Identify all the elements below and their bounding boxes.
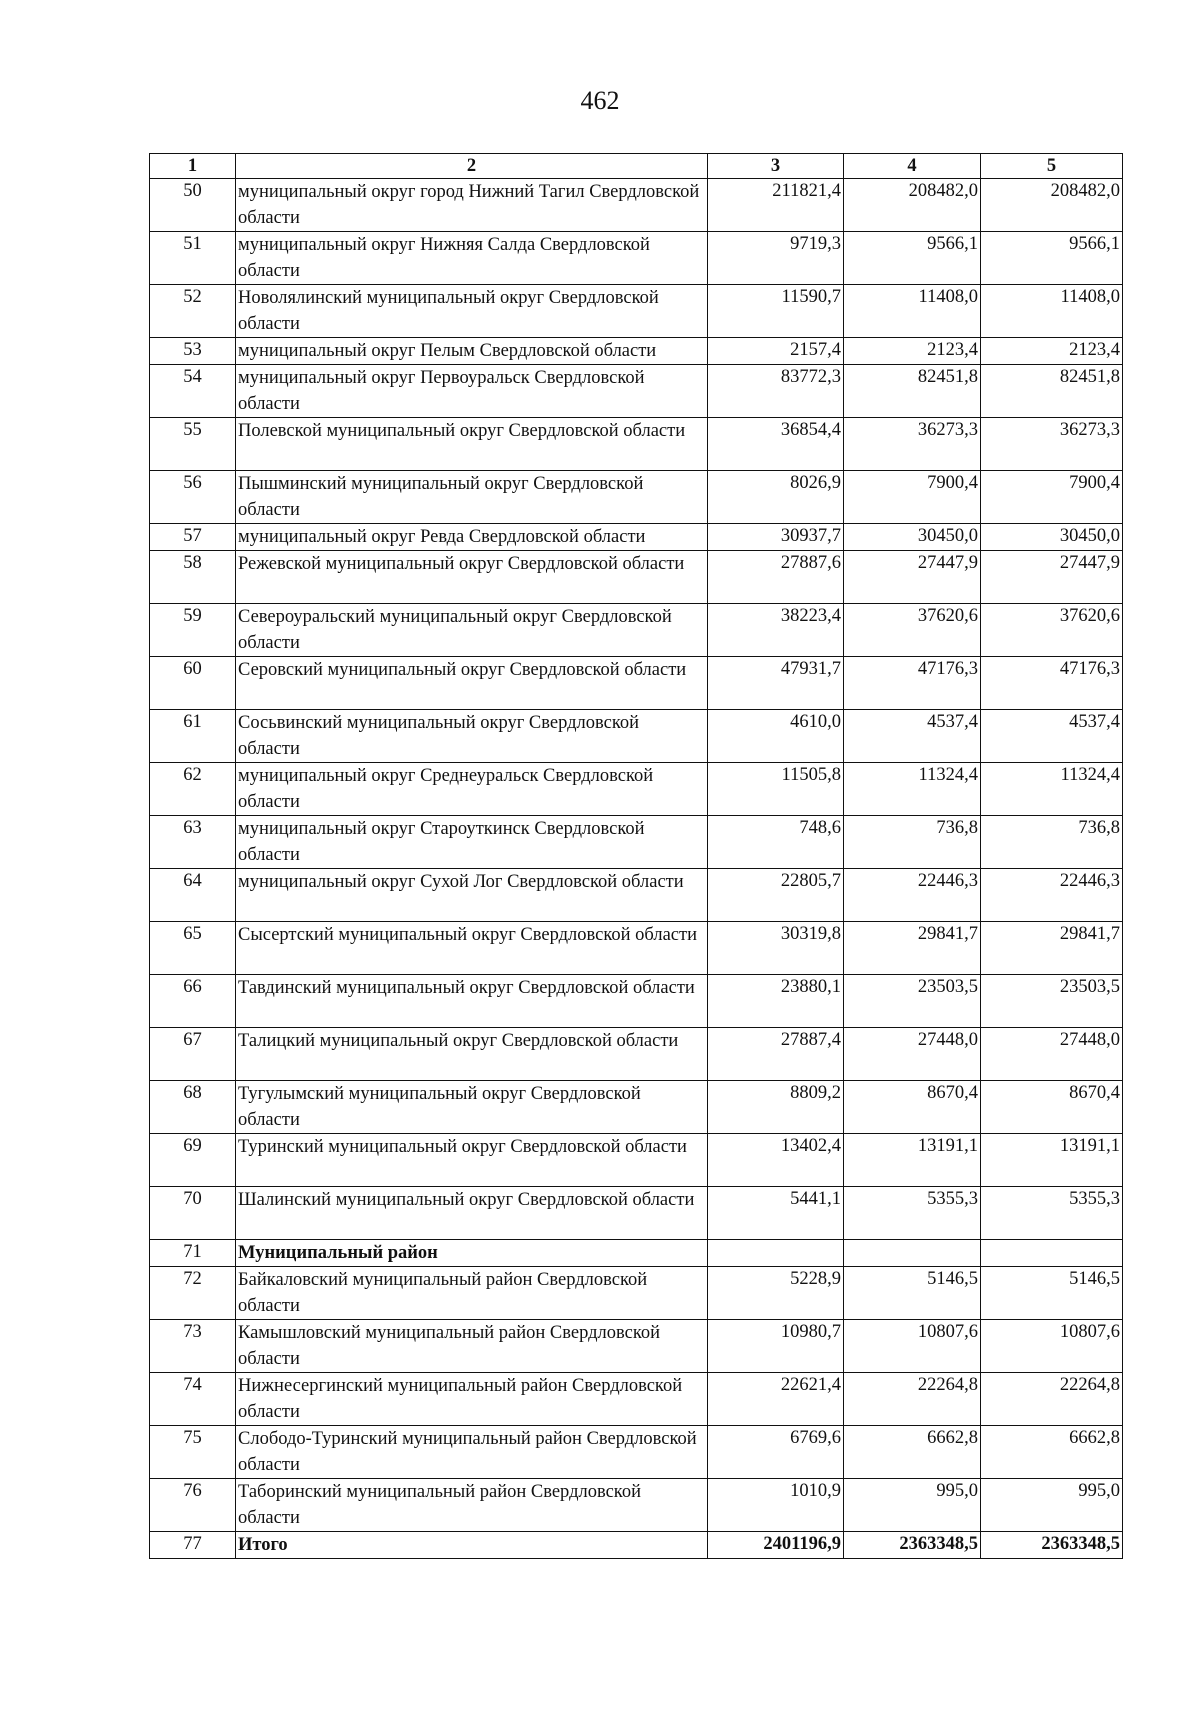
row-number: 76 <box>150 1479 236 1532</box>
municipality-name: муниципальный округ Среднеуральск Свердловской области <box>236 763 708 816</box>
row-number: 68 <box>150 1081 236 1134</box>
total-col-3: 2401196,9 <box>708 1532 844 1559</box>
value-col-5: 36273,3 <box>981 418 1123 471</box>
table-body <box>150 179 1123 1559</box>
table-row <box>150 975 1123 1028</box>
value-col-5: 47176,3 <box>981 657 1123 710</box>
value-col-4: 13191,1 <box>844 1134 981 1187</box>
row-number: 72 <box>150 1267 236 1320</box>
value-col-5: 736,8 <box>981 816 1123 869</box>
value-col-4: 11324,4 <box>844 763 981 816</box>
row-number: 56 <box>150 471 236 524</box>
table-row <box>150 524 1123 551</box>
value-col-3: 4610,0 <box>708 710 844 763</box>
value-col-3: 27887,4 <box>708 1028 844 1081</box>
row-number: 63 <box>150 816 236 869</box>
value-col-4: 27447,9 <box>844 551 981 604</box>
table-row <box>150 1028 1123 1081</box>
table-row <box>150 338 1123 365</box>
municipality-name: Полевской муниципальный округ Свердловской области <box>236 418 708 471</box>
value-col-5: 10807,6 <box>981 1320 1123 1373</box>
value-col-5: 30450,0 <box>981 524 1123 551</box>
municipality-name: Шалинский муниципальный округ Свердловской области <box>236 1187 708 1240</box>
value-col-4: 23503,5 <box>844 975 981 1028</box>
column-header: 3 <box>708 154 844 179</box>
table-row <box>150 1187 1123 1240</box>
value-col-4: 5355,3 <box>844 1187 981 1240</box>
value-col-4: 4537,4 <box>844 710 981 763</box>
value-col-5: 22446,3 <box>981 869 1123 922</box>
row-number: 74 <box>150 1373 236 1426</box>
row-number: 51 <box>150 232 236 285</box>
column-header: 1 <box>150 154 236 179</box>
table-row <box>150 232 1123 285</box>
value-col-4: 22446,3 <box>844 869 981 922</box>
row-number: 61 <box>150 710 236 763</box>
table-row <box>150 1134 1123 1187</box>
municipality-name: Нижнесергинский муниципальный район Свердловской области <box>236 1373 708 1426</box>
value-col-5: 2123,4 <box>981 338 1123 365</box>
value-col-5: 27448,0 <box>981 1028 1123 1081</box>
value-col-5: 13191,1 <box>981 1134 1123 1187</box>
value-col-4: 7900,4 <box>844 471 981 524</box>
municipality-name: Байкаловский муниципальный район Свердловской области <box>236 1267 708 1320</box>
section-heading: Муниципальный район <box>236 1240 708 1267</box>
value-col-3: 22805,7 <box>708 869 844 922</box>
value-col-5: 6662,8 <box>981 1426 1123 1479</box>
row-number: 54 <box>150 365 236 418</box>
table-row <box>150 869 1123 922</box>
table-row <box>150 657 1123 710</box>
table-header-row <box>150 154 1123 179</box>
row-number: 64 <box>150 869 236 922</box>
row-number: 52 <box>150 285 236 338</box>
municipality-name: Камышловский муниципальный район Свердловской области <box>236 1320 708 1373</box>
value-col-5: 995,0 <box>981 1479 1123 1532</box>
municipality-name: Тавдинский муниципальный округ Свердловской области <box>236 975 708 1028</box>
municipality-name: муниципальный округ город Нижний Тагил Свердловской области <box>236 179 708 232</box>
value-col-4: 29841,7 <box>844 922 981 975</box>
table-row <box>150 1320 1123 1373</box>
row-number: 60 <box>150 657 236 710</box>
value-col-4: 47176,3 <box>844 657 981 710</box>
value-col-3: 47931,7 <box>708 657 844 710</box>
value-col-4: 995,0 <box>844 1479 981 1532</box>
row-number: 75 <box>150 1426 236 1479</box>
value-col-4: 37620,6 <box>844 604 981 657</box>
row-number: 55 <box>150 418 236 471</box>
value-col-5: 22264,8 <box>981 1373 1123 1426</box>
municipality-name: муниципальный округ Первоуральск Свердловской области <box>236 365 708 418</box>
municipality-name: муниципальный округ Сухой Лог Свердловской области <box>236 869 708 922</box>
table-row <box>150 922 1123 975</box>
value-col-5: 29841,7 <box>981 922 1123 975</box>
value-col-3: 36854,4 <box>708 418 844 471</box>
budget-table <box>149 153 1123 1559</box>
table-row <box>150 1373 1123 1426</box>
municipality-name: Режевской муниципальный округ Свердловской области <box>236 551 708 604</box>
value-col-4: 30450,0 <box>844 524 981 551</box>
value-col-4: 10807,6 <box>844 1320 981 1373</box>
value-col-3: 5228,9 <box>708 1267 844 1320</box>
row-number: 50 <box>150 179 236 232</box>
municipality-name: муниципальный округ Староуткинск Свердловской области <box>236 816 708 869</box>
column-header: 2 <box>236 154 708 179</box>
value-col-3: 2157,4 <box>708 338 844 365</box>
row-number: 62 <box>150 763 236 816</box>
municipality-name: Североуральский муниципальный округ Свердловской области <box>236 604 708 657</box>
row-number: 57 <box>150 524 236 551</box>
table-row <box>150 179 1123 232</box>
column-header: 4 <box>844 154 981 179</box>
value-col-3 <box>708 1240 844 1267</box>
value-col-3: 6769,6 <box>708 1426 844 1479</box>
row-number: 67 <box>150 1028 236 1081</box>
table-row <box>150 471 1123 524</box>
table-row <box>150 1267 1123 1320</box>
column-header: 5 <box>981 154 1123 179</box>
table-row <box>150 763 1123 816</box>
value-col-4: 82451,8 <box>844 365 981 418</box>
value-col-4: 208482,0 <box>844 179 981 232</box>
total-label: Итого <box>236 1532 708 1559</box>
table-row-section-heading <box>150 1240 1123 1267</box>
value-col-3: 13402,4 <box>708 1134 844 1187</box>
value-col-4: 2123,4 <box>844 338 981 365</box>
municipality-name: муниципальный округ Ревда Свердловской области <box>236 524 708 551</box>
value-col-5: 4537,4 <box>981 710 1123 763</box>
municipality-name: Тугулымский муниципальный округ Свердловской области <box>236 1081 708 1134</box>
value-col-3: 11505,8 <box>708 763 844 816</box>
value-col-4: 6662,8 <box>844 1426 981 1479</box>
value-col-4: 736,8 <box>844 816 981 869</box>
value-col-3: 27887,6 <box>708 551 844 604</box>
table-row <box>150 816 1123 869</box>
value-col-4: 36273,3 <box>844 418 981 471</box>
row-number: 77 <box>150 1532 236 1559</box>
value-col-5: 9566,1 <box>981 232 1123 285</box>
value-col-5: 5355,3 <box>981 1187 1123 1240</box>
value-col-3: 30319,8 <box>708 922 844 975</box>
table-row <box>150 1081 1123 1134</box>
value-col-5: 7900,4 <box>981 471 1123 524</box>
value-col-3: 8809,2 <box>708 1081 844 1134</box>
value-col-3: 211821,4 <box>708 179 844 232</box>
value-col-4: 9566,1 <box>844 232 981 285</box>
table-row <box>150 604 1123 657</box>
row-number: 65 <box>150 922 236 975</box>
municipality-name: муниципальный округ Нижняя Салда Свердловской области <box>236 232 708 285</box>
page-number: 462 <box>580 86 620 115</box>
value-col-4: 11408,0 <box>844 285 981 338</box>
municipality-name: Талицкий муниципальный округ Свердловской области <box>236 1028 708 1081</box>
table-row <box>150 285 1123 338</box>
municipality-name: Таборинский муниципальный район Свердловской области <box>236 1479 708 1532</box>
value-col-3: 83772,3 <box>708 365 844 418</box>
value-col-3: 23880,1 <box>708 975 844 1028</box>
total-col-5: 2363348,5 <box>981 1532 1123 1559</box>
value-col-3: 8026,9 <box>708 471 844 524</box>
municipality-name: Серовский муниципальный округ Свердловской области <box>236 657 708 710</box>
value-col-5: 82451,8 <box>981 365 1123 418</box>
table-row <box>150 418 1123 471</box>
value-col-3: 10980,7 <box>708 1320 844 1373</box>
row-number: 69 <box>150 1134 236 1187</box>
value-col-5: 208482,0 <box>981 179 1123 232</box>
value-col-4: 8670,4 <box>844 1081 981 1134</box>
municipality-name: Сосьвинский муниципальный округ Свердловской области <box>236 710 708 763</box>
municipality-name: Пышминский муниципальный округ Свердловской области <box>236 471 708 524</box>
value-col-3: 22621,4 <box>708 1373 844 1426</box>
value-col-5: 23503,5 <box>981 975 1123 1028</box>
table-row-total <box>150 1532 1123 1559</box>
value-col-3: 38223,4 <box>708 604 844 657</box>
value-col-5: 11408,0 <box>981 285 1123 338</box>
value-col-4 <box>844 1240 981 1267</box>
value-col-3: 11590,7 <box>708 285 844 338</box>
table-row <box>150 551 1123 604</box>
value-col-5: 5146,5 <box>981 1267 1123 1320</box>
table-row <box>150 710 1123 763</box>
total-col-4: 2363348,5 <box>844 1532 981 1559</box>
row-number: 59 <box>150 604 236 657</box>
municipality-name: Слободо-Туринский муниципальный район Свердловской области <box>236 1426 708 1479</box>
row-number: 70 <box>150 1187 236 1240</box>
municipality-name: муниципальный округ Пелым Свердловской области <box>236 338 708 365</box>
municipality-name: Сысертский муниципальный округ Свердловской области <box>236 922 708 975</box>
row-number: 71 <box>150 1240 236 1267</box>
value-col-5 <box>981 1240 1123 1267</box>
value-col-4: 22264,8 <box>844 1373 981 1426</box>
row-number: 66 <box>150 975 236 1028</box>
value-col-4: 27448,0 <box>844 1028 981 1081</box>
value-col-3: 748,6 <box>708 816 844 869</box>
value-col-5: 37620,6 <box>981 604 1123 657</box>
value-col-4: 5146,5 <box>844 1267 981 1320</box>
row-number: 58 <box>150 551 236 604</box>
municipality-name: Новолялинский муниципальный округ Свердловской области <box>236 285 708 338</box>
row-number: 53 <box>150 338 236 365</box>
value-col-5: 11324,4 <box>981 763 1123 816</box>
municipality-name: Туринский муниципальный округ Свердловской области <box>236 1134 708 1187</box>
value-col-3: 9719,3 <box>708 232 844 285</box>
table-row <box>150 1426 1123 1479</box>
table-row <box>150 1479 1123 1532</box>
value-col-5: 27447,9 <box>981 551 1123 604</box>
value-col-3: 1010,9 <box>708 1479 844 1532</box>
value-col-5: 8670,4 <box>981 1081 1123 1134</box>
value-col-3: 5441,1 <box>708 1187 844 1240</box>
row-number: 73 <box>150 1320 236 1373</box>
value-col-3: 30937,7 <box>708 524 844 551</box>
table-row <box>150 365 1123 418</box>
